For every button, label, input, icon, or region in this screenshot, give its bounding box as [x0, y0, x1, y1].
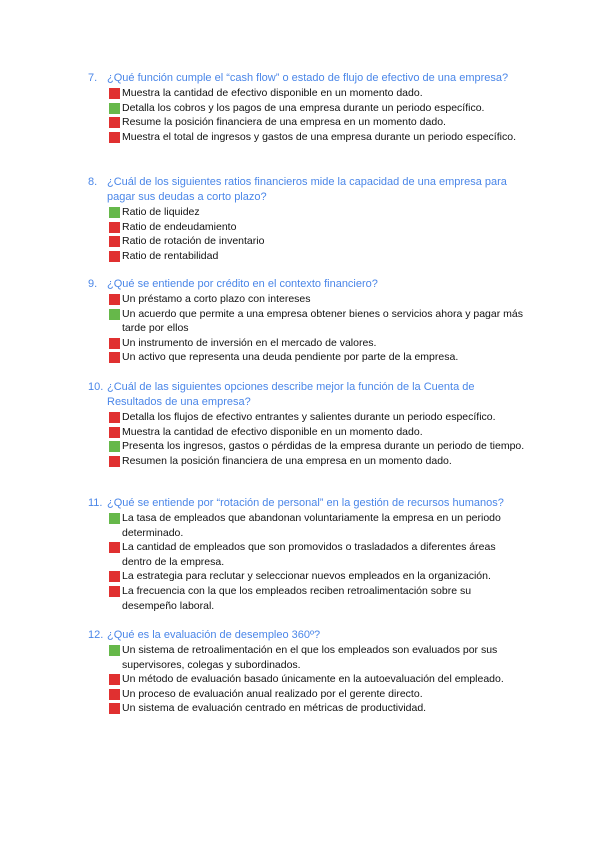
option	[109, 584, 528, 613]
question-number: 7.	[88, 72, 98, 84]
incorrect-mark-icon	[109, 571, 120, 582]
option-text: Resumen la posición financiera de una empresa en un momento dado.	[122, 454, 452, 467]
incorrect-mark-icon	[109, 352, 120, 363]
question-text: ¿Cuál de las siguientes opciones describe mejor la función de la Cuenta de Resultados de una empresa?	[107, 381, 475, 408]
question-7	[88, 71, 528, 144]
option	[109, 307, 528, 336]
incorrect-mark-icon	[109, 222, 120, 233]
question-11	[88, 496, 528, 613]
incorrect-mark-icon	[109, 586, 120, 597]
options-list	[109, 292, 528, 365]
incorrect-mark-icon	[109, 294, 120, 305]
option-text: Muestra la cantidad de efectivo disponible en un momento dado.	[122, 87, 423, 99]
question-9	[88, 277, 528, 365]
correct-mark-icon	[109, 513, 120, 524]
question-10	[88, 380, 528, 468]
option	[109, 336, 528, 351]
option	[109, 701, 528, 716]
option-text: La estrategia para reclutar y seleccionar nuevos empleados en la organización.	[122, 570, 491, 583]
options-list	[109, 86, 528, 144]
option	[109, 454, 528, 469]
option	[109, 425, 528, 440]
question-number: 11.	[88, 497, 103, 509]
incorrect-mark-icon	[109, 456, 120, 467]
option-text: La tasa de empleados que abandonan voluntariamente la empresa en un periodo determinado.	[122, 512, 501, 539]
question-text: ¿Qué es la evaluación de desempleo 360º?	[107, 629, 321, 641]
correct-mark-icon	[109, 441, 120, 452]
option-text: La frecuencia con la que los empleados reciben retroalimentación sobre su desempeño laboral.	[122, 584, 472, 612]
option-text: Un préstamo a corto plazo con intereses	[122, 293, 311, 305]
options-list	[109, 410, 528, 468]
option	[109, 86, 528, 101]
options-list	[109, 205, 528, 263]
question-12	[88, 628, 528, 716]
option-text: Detalla los flujos de efectivo entrantes y salientes durante un periodo específico.	[122, 411, 496, 423]
option-text: Ratio de endeudamiento	[122, 220, 237, 233]
option-text: Muestra el total de ingresos y gastos de una empresa durante un periodo específico.	[122, 130, 516, 143]
option-text: Presenta los ingresos, gastos o pérdidas de la empresa durante un periodo de tiempo.	[122, 440, 525, 453]
correct-mark-icon	[109, 103, 120, 114]
question-header	[88, 628, 528, 643]
option	[109, 410, 528, 425]
incorrect-mark-icon	[109, 236, 120, 247]
question-header	[88, 277, 528, 292]
option-text: Ratio de liquidez	[122, 206, 200, 218]
incorrect-mark-icon	[109, 703, 120, 714]
option	[109, 205, 528, 220]
question-text: ¿Qué se entiende por crédito en el contexto financiero?	[107, 278, 378, 290]
options-list	[109, 511, 528, 613]
question-header	[88, 496, 528, 511]
incorrect-mark-icon	[109, 117, 120, 128]
option	[109, 687, 528, 702]
option	[109, 130, 528, 145]
question-number: 9.	[88, 278, 98, 290]
option	[109, 672, 528, 687]
option	[109, 115, 528, 130]
option	[109, 249, 528, 264]
option	[109, 540, 528, 569]
option-text: Detalla los cobros y los pagos de una empresa durante un periodo específico.	[122, 101, 485, 114]
option-text: Un proceso de evaluación anual realizado por el gerente directo.	[122, 687, 423, 700]
incorrect-mark-icon	[109, 674, 120, 685]
incorrect-mark-icon	[109, 132, 120, 143]
option-text: Un activo que representa una deuda pendiente por parte de la empresa.	[122, 351, 459, 364]
correct-mark-icon	[109, 207, 120, 218]
option-text: Un sistema de evaluación centrado en métricas de productividad.	[122, 702, 427, 715]
option-text: Un sistema de retroalimentación en el que los empleados son evaluados por sus supervisores, colegas y subordinados.	[122, 644, 498, 671]
option-text: Ratio de rentabilidad	[122, 249, 219, 262]
incorrect-mark-icon	[109, 251, 120, 262]
question-text: ¿Cuál de los siguientes ratios financieros mide la capacidad de una empresa para pagar sus deudas a corto plazo?	[107, 176, 507, 203]
question-number: 10.	[88, 381, 104, 393]
incorrect-mark-icon	[109, 542, 120, 553]
question-number: 8.	[88, 176, 98, 188]
option	[109, 234, 528, 249]
option	[109, 643, 528, 672]
incorrect-mark-icon	[109, 88, 120, 99]
correct-mark-icon	[109, 645, 120, 656]
question-8	[88, 175, 528, 263]
option-text: Un método de evaluación basado únicamente en la autoevaluación del empleado.	[122, 673, 504, 686]
question-header	[88, 175, 528, 205]
option-text: La cantidad de empleados que son promovidos o trasladados a diferentes áreas dentro de la empresa.	[122, 541, 496, 568]
incorrect-mark-icon	[109, 427, 120, 438]
option-text: Muestra la cantidad de efectivo disponible en un momento dado.	[122, 425, 423, 438]
option	[109, 439, 528, 454]
option	[109, 101, 528, 116]
option-text: Ratio de rotación de inventario	[122, 235, 265, 248]
option-text: Un instrumento de inversión en el mercado de valores.	[122, 336, 377, 349]
question-number: 12.	[88, 629, 104, 641]
correct-mark-icon	[109, 309, 120, 320]
option	[109, 220, 528, 235]
option-text: Un acuerdo que permite a una empresa obtener bienes o servicios ahora y pagar más tarde por ellos	[122, 307, 523, 335]
incorrect-mark-icon	[109, 412, 120, 423]
question-text: ¿Qué función cumple el “cash flow” o estado de flujo de efectivo de una empresa?	[107, 72, 509, 84]
incorrect-mark-icon	[109, 338, 120, 349]
incorrect-mark-icon	[109, 689, 120, 700]
option	[109, 569, 528, 584]
question-header	[88, 380, 528, 410]
option	[109, 511, 528, 540]
option	[109, 350, 528, 365]
options-list	[109, 643, 528, 716]
option	[109, 292, 528, 307]
question-text: ¿Qué se entiende por “rotación de personal” en la gestión de recursos humanos?	[107, 497, 504, 509]
question-header	[88, 71, 528, 86]
option-text: Resume la posición financiera de una empresa en un momento dado.	[122, 116, 446, 129]
